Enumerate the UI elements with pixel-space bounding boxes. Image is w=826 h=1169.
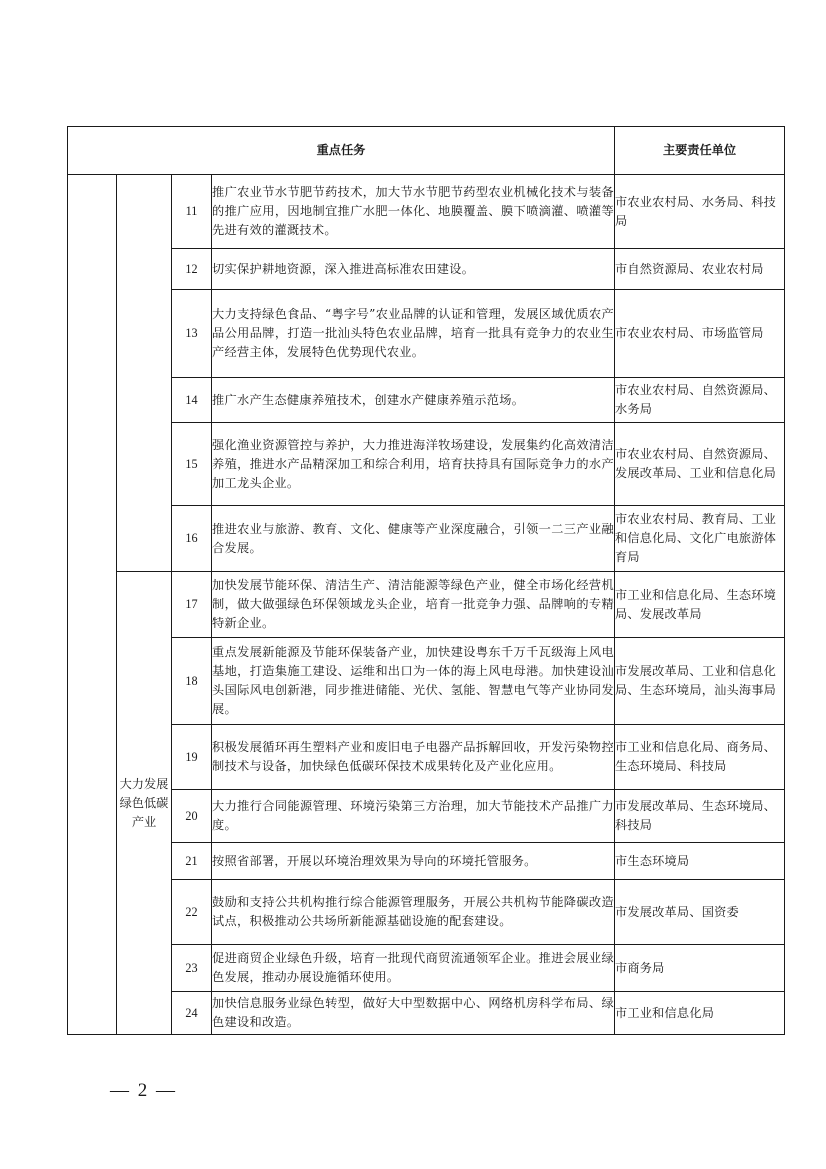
table-row (68, 945, 785, 992)
row-number: 15 (172, 423, 212, 506)
task-text: 大力推行合同能源管理、环境污染第三方治理，加大节能技术产品推广力度。 (212, 790, 615, 843)
table-row (68, 249, 785, 290)
table-header-row (68, 127, 785, 175)
page-number: — 2 — (110, 1080, 177, 1101)
task-text: 推进农业与旅游、教育、文化、健康等产业深度融合，引领一二三产业融合发展。 (212, 506, 615, 572)
unit-text: 市商务局 (615, 945, 785, 992)
table-row (68, 638, 785, 725)
unit-text: 市农业农村局、教育局、工业和信息化局、文化广电旅游体育局 (615, 506, 785, 572)
unit-text: 市工业和信息化局、生态环境局、发展改革局 (615, 572, 785, 638)
table-row (68, 880, 785, 945)
unit-text: 市发展改革局、生态环境局、科技局 (615, 790, 785, 843)
unit-text: 市发展改革局、工业和信息化局、生态环境局，汕头海事局 (615, 638, 785, 725)
table-row (68, 290, 785, 378)
table-row (68, 992, 785, 1035)
header-task: 重点任务 (68, 127, 615, 175)
row-number: 14 (172, 378, 212, 423)
table-row (68, 790, 785, 843)
task-table (67, 126, 785, 1035)
task-text: 鼓励和支持公共机构推行综合能源管理服务，开展公共机构节能降碳改造试点，积极推动公共场所新能源基础设施的配套建设。 (212, 880, 615, 945)
row-number: 20 (172, 790, 212, 843)
unit-text: 市农业农村局、自然资源局、水务局 (615, 378, 785, 423)
task-text: 重点发展新能源及节能环保装备产业，加快建设粤东千万千瓦级海上风电基地，打造集施工建设、运维和出口为一体的海上风电母港。加快建设汕头国际风电创新港，同步推进储能、光伏、氢能、智慧电气等产业协同发展。 (212, 638, 615, 725)
unit-text: 市自然资源局、农业农村局 (615, 249, 785, 290)
task-text: 积极发展循环再生塑料产业和废旧电子电器产品拆解回收，开发污染物控制技术与设备，加快绿色低碳环保技术成果转化及产业化应用。 (212, 725, 615, 790)
task-text: 推广农业节水节肥节药技术，加大节水节肥节药型农业机械化技术与装备的推广应用，因地制宜推广水肥一体化、地膜覆盖、膜下喷滴灌、喷灌等先进有效的灌溉技术。 (212, 175, 615, 249)
task-text: 加快发展节能环保、清洁生产、清洁能源等绿色产业，健全市场化经营机制，做大做强绿色环保领域龙头企业，培育一批竞争力强、品牌响的专精特新企业。 (212, 572, 615, 638)
unit-text: 市生态环境局 (615, 843, 785, 880)
table-row (68, 572, 785, 638)
table-row (68, 378, 785, 423)
row-number: 21 (172, 843, 212, 880)
row-number: 11 (172, 175, 212, 249)
task-text: 促进商贸企业绿色升级，培育一批现代商贸流通领军企业。推进会展业绿色发展，推动办展设施循环使用。 (212, 945, 615, 992)
table-row (68, 843, 785, 880)
row-number: 18 (172, 638, 212, 725)
task-text: 推广水产生态健康养殖技术，创建水产健康养殖示范场。 (212, 378, 615, 423)
row-number: 12 (172, 249, 212, 290)
row-number: 13 (172, 290, 212, 378)
table-row (68, 175, 785, 249)
unit-text: 市发展改革局、国资委 (615, 880, 785, 945)
unit-text: 市农业农村局、市场监管局 (615, 290, 785, 378)
row-number: 23 (172, 945, 212, 992)
unit-text: 市农业农村局、自然资源局、发展改革局、工业和信息化局 (615, 423, 785, 506)
unit-text: 市工业和信息化局 (615, 992, 785, 1035)
outer-category-cell (68, 175, 117, 1035)
category-cell-prev (117, 175, 172, 572)
task-text: 按照省部署，开展以环境治理效果为导向的环境托管服务。 (212, 843, 615, 880)
unit-text: 市农业农村局、水务局、科技局 (615, 175, 785, 249)
row-number: 24 (172, 992, 212, 1035)
table-row (68, 725, 785, 790)
table-row (68, 506, 785, 572)
header-unit: 主要责任单位 (615, 127, 785, 175)
task-text: 加快信息服务业绿色转型，做好大中型数据中心、网络机房科学布局、绿色建设和改造。 (212, 992, 615, 1035)
unit-text: 市工业和信息化局、商务局、生态环境局、科技局 (615, 725, 785, 790)
row-number: 19 (172, 725, 212, 790)
task-text: 强化渔业资源管控与养护，大力推进海洋牧场建设，发展集约化高效清洁养殖，推进水产品精深加工和综合利用，培育扶持具有国际竞争力的水产加工龙头企业。 (212, 423, 615, 506)
row-number: 22 (172, 880, 212, 945)
table-row (68, 423, 785, 506)
row-number: 16 (172, 506, 212, 572)
task-text: 切实保护耕地资源，深入推进高标准农田建设。 (212, 249, 615, 290)
task-text: 大力支持绿色食品、“粤字号”农业品牌的认证和管理，发展区域优质农产品公用品牌，打造一批汕头特色农业品牌，培育一批具有竞争力的农业生产经营主体，发展特色优势现代农业。 (212, 290, 615, 378)
category-green-lowcarbon: 大力发展绿色低碳产业 (117, 572, 172, 1035)
row-number: 17 (172, 572, 212, 638)
